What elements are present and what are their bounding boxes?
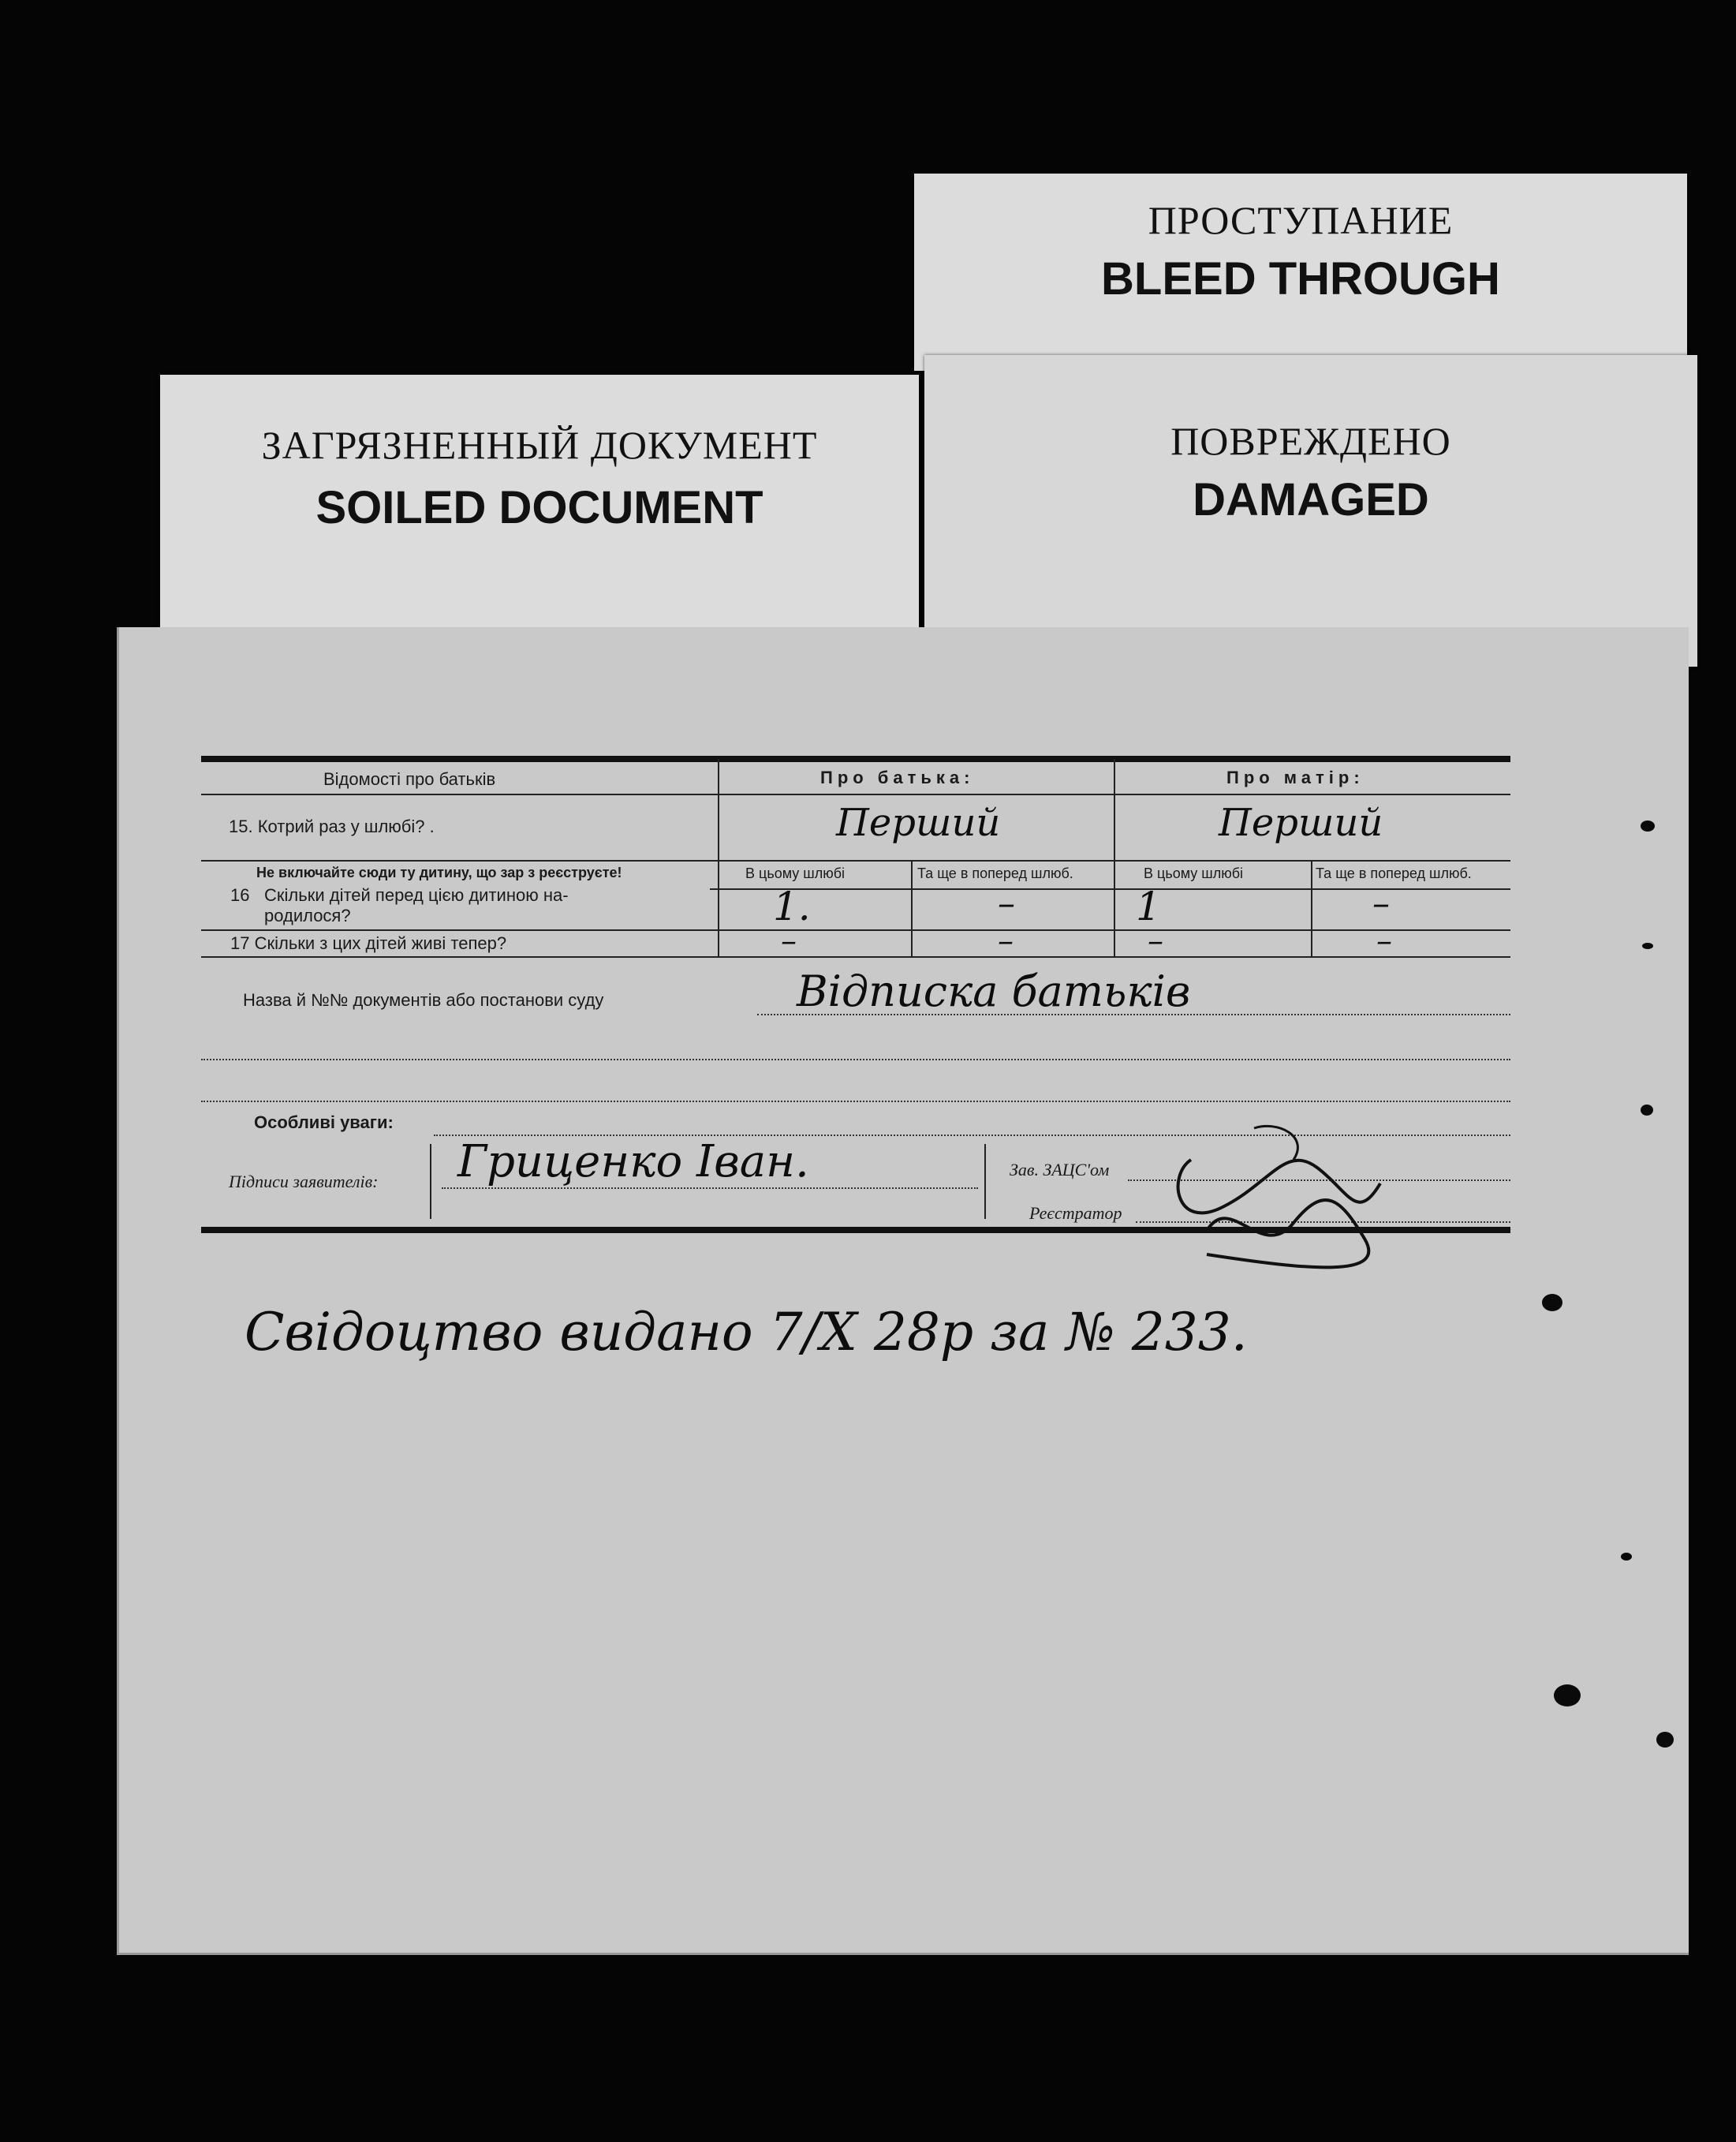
punch-hole	[1641, 821, 1655, 832]
row15-rule	[201, 860, 1510, 862]
zags-head-label: Зав. ЗАЦС'ом	[1010, 1160, 1110, 1179]
row16-father-in-value: 1.	[773, 884, 811, 929]
row15-label: 15. Котрий раз у шлюбі? .	[229, 817, 435, 836]
table-top-rule	[201, 756, 1510, 762]
documents-value: Відписка батьків	[797, 966, 1191, 1016]
row16-father-before-value: –	[998, 884, 1015, 924]
damaged-label	[924, 355, 1697, 667]
row16-number: 16	[230, 885, 250, 905]
row15-father-value: Перший	[836, 801, 1001, 845]
bleed-through-en: BLEED THROUGH	[1101, 253, 1500, 305]
ink-blot	[1554, 1684, 1581, 1706]
punch-hole	[1642, 943, 1653, 949]
punch-hole	[1621, 1553, 1632, 1561]
applicant-signature: Гриценко Іван.	[457, 1136, 809, 1187]
signature-bracket-left	[430, 1144, 431, 1219]
row17-label: 17 Скільки з цих дітей живі тепер?	[230, 933, 507, 953]
row16-note: Не включайте сюди ту дитину, що зар з реєструєте!	[256, 865, 622, 880]
table-bottom-rule	[201, 1227, 1510, 1233]
row16-label-a: Скільки дітей перед цією дитиною на-	[264, 885, 569, 905]
col-divider-1	[718, 759, 719, 956]
row16-rule	[201, 929, 1510, 931]
row17-mother-in-value: –	[1148, 923, 1163, 959]
signature-line	[442, 1187, 978, 1189]
row16-father-sub-in: В цьому шлюбі	[745, 865, 846, 881]
documents-line-2	[201, 1059, 1510, 1060]
bleed-through-label	[914, 174, 1687, 371]
remarks-label: Особливі уваги:	[254, 1112, 394, 1132]
subheader-rule	[710, 888, 1510, 890]
signature-bracket-right	[984, 1144, 986, 1219]
damaged-en: DAMAGED	[1193, 474, 1429, 525]
col-divider-2	[1114, 759, 1115, 956]
header-mother: Про матір:	[1226, 768, 1365, 787]
bleed-through-ru: ПРОСТУПАНИЕ	[1148, 198, 1454, 242]
header-parents: Відомості про батьків	[323, 769, 496, 789]
row17-father-before-value: –	[998, 923, 1014, 959]
ink-blot	[1542, 1294, 1562, 1311]
row16-mother-before-value: –	[1372, 884, 1390, 924]
row16-label-b: родилося?	[264, 906, 351, 925]
official-signature	[1159, 1112, 1396, 1278]
punch-hole	[1641, 1105, 1653, 1116]
row17-father-in-value: –	[781, 923, 797, 959]
soiled-ru: ЗАГРЯЗНЕННЫЙ ДОКУМЕНТ	[261, 423, 818, 467]
col-divider-3	[911, 862, 913, 956]
registrar-label: Реєстратор	[1029, 1203, 1122, 1223]
col-divider-4	[1311, 862, 1312, 956]
header-rule	[201, 794, 1510, 795]
documents-label: Назва й №№ документів або постанови суду	[243, 990, 604, 1010]
row16-mother-sub-before: Та ще в поперед шлюб.	[1316, 865, 1472, 881]
damaged-ru: ПОВРЕЖДЕНО	[1170, 419, 1451, 463]
row16-mother-in-value: 1	[1136, 884, 1161, 929]
punch-hole	[1656, 1732, 1674, 1748]
certificate-issued-note: Свідоцтво видано 7/Х 28р за № 233.	[245, 1302, 1248, 1363]
row17-rule	[201, 956, 1510, 958]
soiled-en: SOILED DOCUMENT	[315, 482, 763, 533]
header-father: Про батька:	[820, 768, 975, 787]
soiled-document-label	[160, 375, 919, 647]
row15-mother-value: Перший	[1219, 801, 1383, 845]
row17-mother-before-value: –	[1376, 923, 1392, 959]
row16-father-sub-before: Та ще в поперед шлюб.	[917, 865, 1073, 881]
row16-mother-sub-in: В цьому шлюбі	[1144, 865, 1244, 881]
documents-line-3	[201, 1101, 1510, 1102]
signatures-label: Підписи заявителів:	[229, 1172, 379, 1191]
